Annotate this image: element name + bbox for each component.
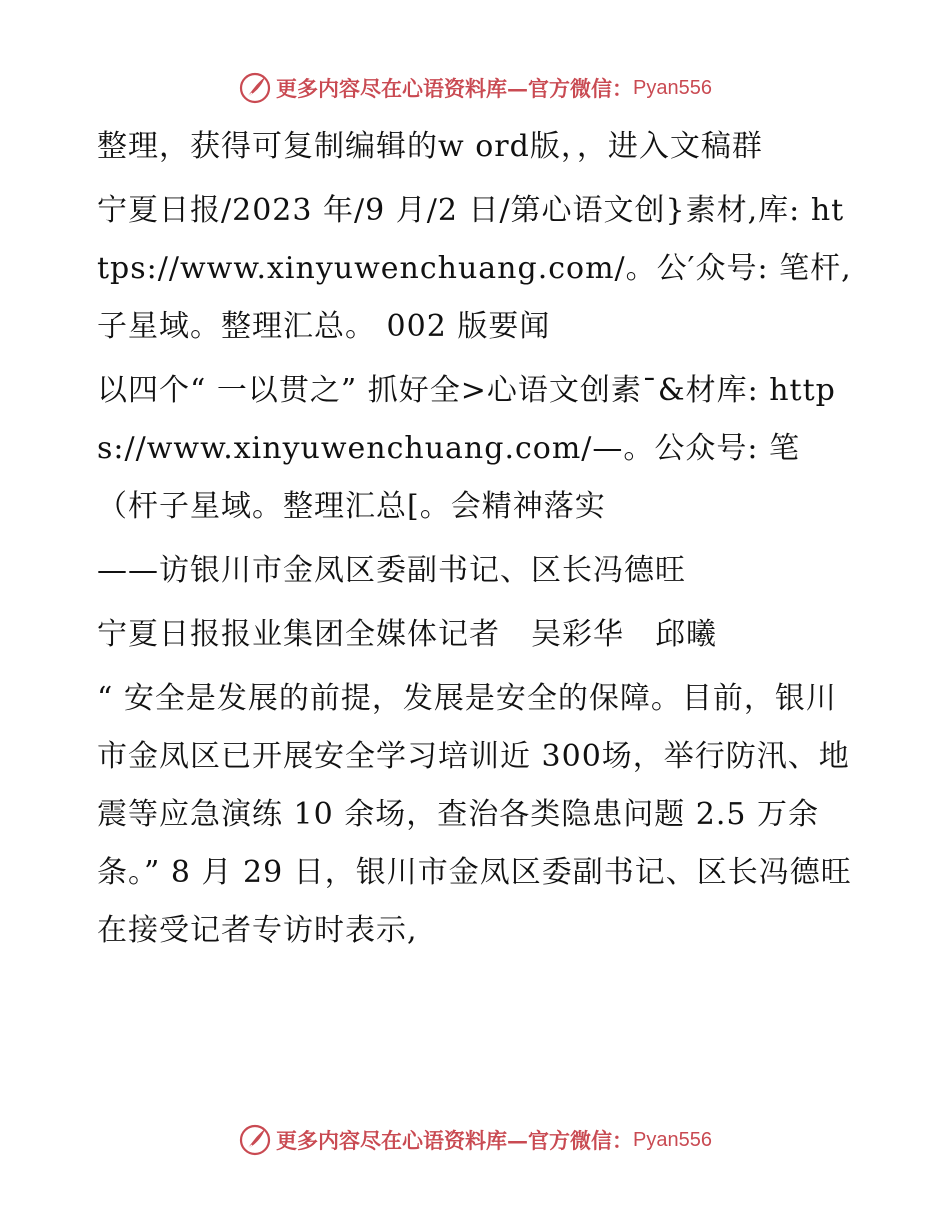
footer-wechat-id: Pyan556	[633, 1128, 712, 1151]
paragraph-body: “ 安全是发展的前提，发展是安全的保障。目前，银川市金凤区已开展安全学习培训近 300场，举行防汛、地震等应急演练 10 余场，查治各类隐患问题 2.5 万余条。” 8 月 29 日，银川市金凤区委副书记、区长冯德旺在接受记者专访时表示,	[97, 681, 852, 948]
document-body	[97, 118, 857, 966]
quill-pen-logo-icon	[238, 1123, 272, 1157]
paragraph-intro: 整理，获得可复制编辑的w ord版，，进入文稿群	[97, 129, 763, 164]
paragraph-subheadline: ——访银川市金凤区委副书记、区长冯德旺	[97, 553, 686, 588]
paragraph-headline: 以四个“ 一以贯之” 抓好全>心语文创素¯&材库: https://www.xinyuwenchuang.com/—。公众号: 笔（杆子星域。整理汇总[。会精神落实	[97, 373, 836, 524]
quill-pen-logo-icon	[238, 71, 272, 105]
page-header-banner	[0, 68, 950, 108]
header-wechat-id: Pyan556	[633, 76, 712, 99]
footer-banner-text: 更多内容尽在心语资料库—官方微信：	[276, 1128, 634, 1153]
paragraph-source-line: 宁夏日报/2023 年/9 月/2 日/第心语文创}素材,库: https://www.xinyuwenchuang.com/。公′众号: 笔杆,子星域。整理汇总。 002 版要闻	[97, 193, 852, 344]
page-footer-banner	[0, 1120, 950, 1160]
paragraph-byline: 宁夏日报报业集团全媒体记者 吴彩华 邱曦	[97, 617, 717, 652]
header-banner-text: 更多内容尽在心语资料库—官方微信：	[276, 76, 634, 101]
